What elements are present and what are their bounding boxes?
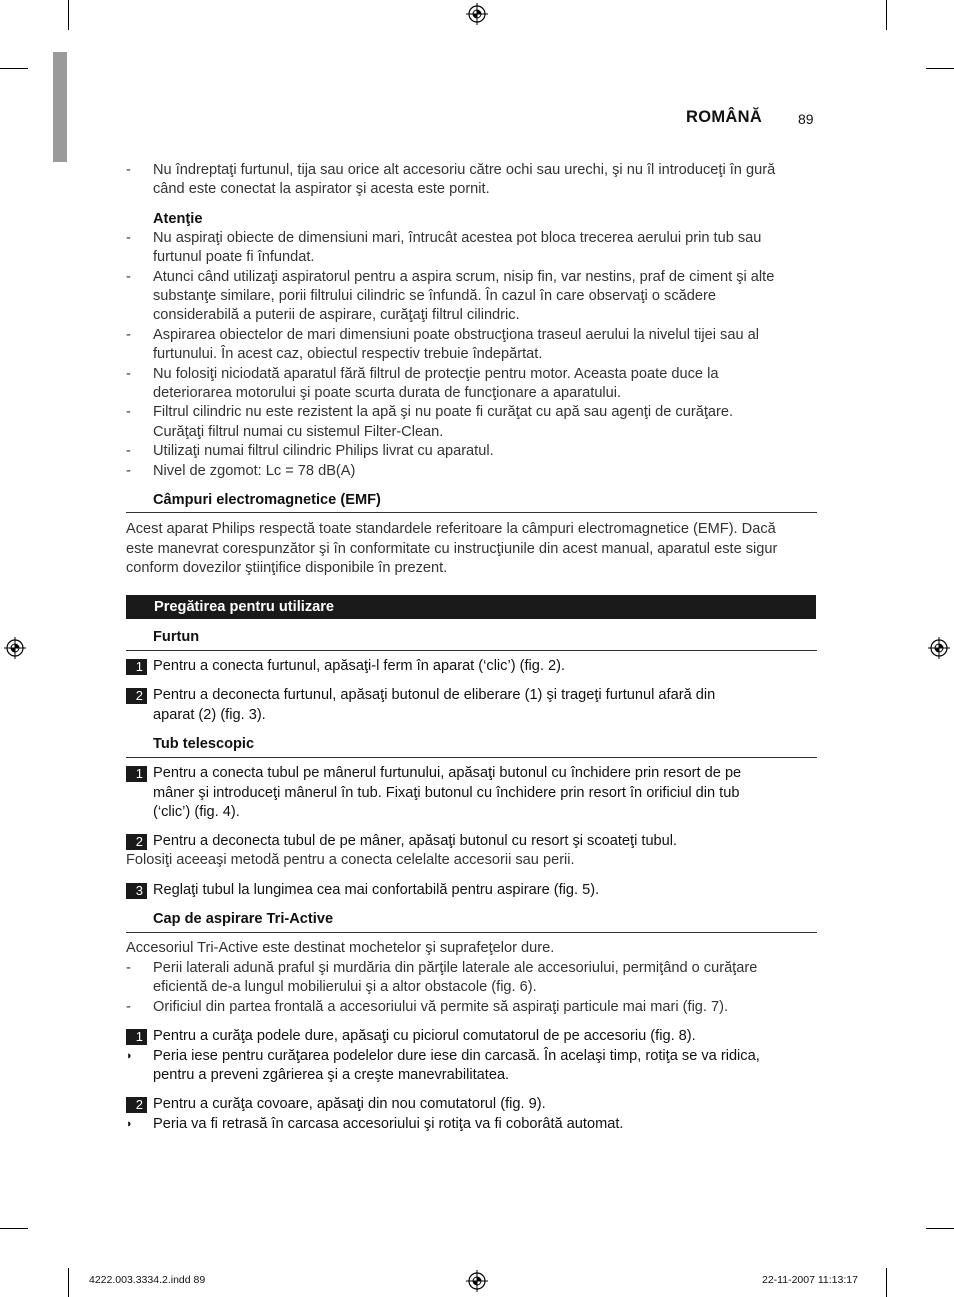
crop-mark-top-right [886, 0, 887, 30]
crop-mark-top-left [68, 0, 69, 30]
bullet-dash: - [126, 999, 131, 1015]
step-line: Pentru a conecta furtunul, apăsaţi-l ferm în aparat (‘clic’) (fig. 2). [153, 658, 566, 674]
result-line: Peria iese pentru curăţarea podelelor dure iese din carcasă. În acelaşi timp, rotiţa se va ridica, [153, 1048, 760, 1064]
step-line: Pentru a curăţa podele dure, apăsaţi cu piciorul comutatorul de pe accesoriu (fig. 8). [153, 1028, 696, 1044]
step-line: (‘clic’) (fig. 4). [153, 804, 240, 820]
bullet-dash: - [126, 366, 131, 382]
cap-heading: Cap de aspirare Tri-Active [153, 911, 334, 927]
step-number: 1 [126, 766, 147, 782]
step-line: Pentru a curăţa covoare, apăsaţi din nou comutatorul (fig. 9). [153, 1096, 546, 1112]
step-line: Pentru a conecta tubul pe mânerul furtunului, apăsaţi butonul cu închidere prin resort de pe [153, 765, 742, 781]
language-heading: ROMÂNĂ [686, 108, 763, 126]
registration-mark-icon [4, 637, 26, 659]
heading-rule [126, 932, 817, 933]
bullet-dash: - [126, 443, 131, 459]
footer-timestamp: 22-11-2007 11:13:17 [762, 1274, 858, 1286]
emf-heading: Câmpuri electromagnetice (EMF) [153, 492, 381, 508]
warning-line: furtunul poate fi înfundat. [153, 249, 315, 265]
step-line: aparat (2) (fig. 3). [153, 707, 266, 723]
emf-line: conform dovezilor ştiinţifice disponibile în prezent. [126, 560, 448, 576]
crop-mark-top-right [926, 68, 954, 69]
bullet-dash: - [126, 269, 131, 285]
crop-mark-top-left [0, 68, 28, 69]
heading-rule [126, 757, 817, 758]
section-title-bar [126, 595, 816, 619]
tub-heading: Tub telescopic [153, 736, 255, 752]
registration-mark-icon [928, 637, 950, 659]
step-number: 2 [126, 688, 147, 704]
footer-filename: 4222.003.3334.2.indd 89 [89, 1274, 206, 1286]
step-line: Pentru a deconecta tubul de pe mâner, apăsaţi butonul cu resort şi scoateţi tubul. [153, 833, 678, 849]
registration-mark-icon [466, 1270, 488, 1292]
step-note: Folosiţi aceeaşi metodă pentru a conecta celelalte accesorii sau perii. [126, 852, 575, 868]
bullet-dash: - [126, 162, 131, 178]
bullet-dash: - [126, 463, 131, 479]
crop-mark-bottom-left [0, 1228, 28, 1229]
cap-intro: Accesoriul Tri-Active este destinat mochetelor şi suprafeţelor dure. [126, 940, 555, 956]
step-line: Reglaţi tubul la lungimea cea mai confortabilă pentru aspirare (fig. 5). [153, 882, 600, 898]
crop-mark-bottom-left [68, 1268, 69, 1297]
cap-bullet-line: eficientă de-a lungul mobilierului şi a altor obstacole (fig. 6). [153, 979, 537, 995]
heading-rule [126, 512, 817, 513]
language-tab-marker [53, 52, 67, 162]
warning-line: Aspirarea obiectelor de mari dimensiuni poate obstrucţiona traseul aerului la nivelul tijei sau al [153, 327, 759, 343]
section-title: Pregătirea pentru utilizare [154, 599, 335, 615]
intro-line: când este conectat la aspirator şi acesta este pornit. [153, 181, 490, 197]
warning-line: Nu aspiraţi obiecte de dimensiuni mari, întrucât acestea pot bloca trecerea aerului prin tub sau [153, 230, 762, 246]
emf-line: Acest aparat Philips respectă toate standardele referitoare la câmpuri electromagnetice (EMF). Dacă [126, 521, 776, 537]
bullet-dash: - [126, 404, 131, 420]
result-line: pentru a preveni zgârierea şi a creşte manevrabilitatea. [153, 1067, 510, 1083]
warning-line: deteriorarea motorului şi poate scurta durata de funcţionare a aparatului. [153, 385, 622, 401]
crop-mark-bottom-right [926, 1228, 954, 1229]
page-number: 89 [798, 111, 814, 127]
step-number: 2 [126, 834, 147, 850]
result-arrow-icon: ◗ [126, 1050, 133, 1062]
furtun-heading: Furtun [153, 629, 200, 645]
warning-line: Curăţaţi filtrul numai cu sistemul Filter-Clean. [153, 424, 444, 440]
warning-line: Nivel de zgomot: Lc = 78 dB(A) [153, 463, 356, 479]
result-arrow-icon: ◗ [126, 1118, 133, 1130]
warning-line: substanţe similare, porii filtrului cilindric se înfundă. În cazul în care observaţi o scădere [153, 288, 716, 304]
warning-line: Utilizaţi numai filtrul cilindric Philips livrat cu aparatul. [153, 443, 494, 459]
registration-mark-icon [466, 3, 488, 25]
warning-line: furtunului. În acest caz, obiectul respectiv trebuie îndepărtat. [153, 346, 543, 362]
step-line: Pentru a deconecta furtunul, apăsaţi butonul de eliberare (1) şi trageţi furtunul afară din [153, 687, 716, 703]
step-line: mâner şi introduceţi mânerul în tub. Fixaţi butonul cu închidere prin resort în orificiul din tub [153, 785, 740, 801]
warning-line: Nu folosiţi niciodată aparatul fără filtrul de protecţie pentru motor. Aceasta poate duce la [153, 366, 719, 382]
intro-line: Nu îndreptaţi furtunul, tija sau orice alt accesoriu către ochi sau urechi, şi nu îl introduceţi în gură [153, 162, 776, 178]
bullet-dash: - [126, 230, 131, 246]
step-number: 2 [126, 1097, 147, 1113]
step-number: 3 [126, 883, 147, 899]
step-number: 1 [126, 659, 147, 675]
cap-bullet-line: Perii laterali adună praful şi murdăria din părţile laterale ale accesoriului, permiţând o curăţare [153, 960, 758, 976]
emf-line: este manevrat corespunzător şi în conformitate cu instrucţiunile din acest manual, aparatul este sigur [126, 541, 778, 557]
bullet-dash: - [126, 960, 131, 976]
warning-line: Filtrul cilindric nu este rezistent la apă şi nu poate fi curăţat cu apă sau agenţi de curăţare. [153, 404, 734, 420]
result-line: Peria va fi retrasă în carcasa accesoriului şi rotiţa va fi coborâtă automat. [153, 1116, 624, 1132]
cap-bullet-line: Orificiul din partea frontală a accesoriului vă permite să aspiraţi particule mai mari (fig. 7). [153, 999, 729, 1015]
step-number: 1 [126, 1029, 147, 1045]
atentie-heading: Atenţie [153, 211, 203, 227]
bullet-dash: - [126, 327, 131, 343]
crop-mark-bottom-right [886, 1268, 887, 1297]
warning-line: considerabilă a puterii de aspirare, curăţaţi filtrul cilindric. [153, 307, 520, 323]
warning-line: Atunci când utilizaţi aspiratorul pentru a aspira scrum, nisip fin, var nestins, praf de ciment şi alte [153, 269, 775, 285]
heading-rule [126, 650, 817, 651]
